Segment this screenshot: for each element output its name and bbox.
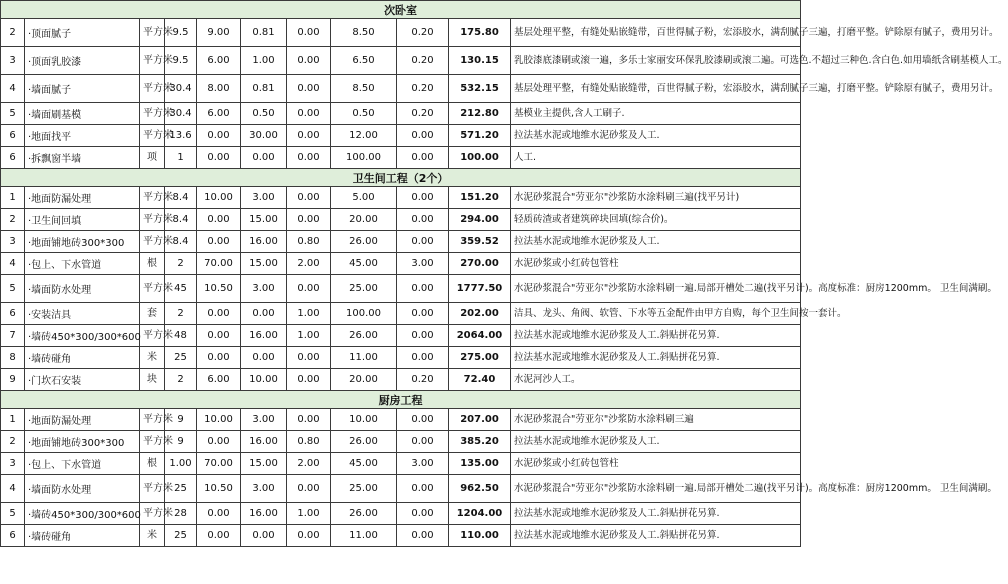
price-cell: 0.00 [241,303,287,325]
unit-cell: 平方米 [140,503,165,525]
price-cell: 1.00 [287,325,331,347]
item-name: ·墙砖450*300/300*600 [25,325,140,347]
price-cell: 5.00 [331,187,397,209]
quantity-cell: 2 [165,303,197,325]
row-number: 6 [1,525,25,547]
note-cell: 拉法基水泥或地维水泥砂浆及人工. [511,431,801,453]
quantity-cell: 30.4 [165,103,197,125]
table-row [1,453,801,475]
price-cell: 1.00 [241,47,287,75]
total-cell: 1777.50 [449,275,511,303]
note-cell: 拉法基水泥或地维水泥砂浆及人工.斜贴拼花另算. [511,347,801,369]
row-number: 5 [1,275,25,303]
quantity-cell: 48 [165,325,197,347]
item-name: ·拆飘窗半墙 [25,147,140,169]
quantity-cell: 30.4 [165,75,197,103]
note-cell: 拉法基水泥或地维水泥砂浆及人工. [511,231,801,253]
price-cell: 10.50 [197,275,241,303]
price-cell: 15.00 [241,253,287,275]
item-name: ·地面找平 [25,125,140,147]
row-number: 5 [1,103,25,125]
note-cell: 轻质砖渣或者建筑碎块回填(综合价)。 [511,209,801,231]
price-cell: 0.00 [197,209,241,231]
table-row [1,75,801,103]
total-cell: 275.00 [449,347,511,369]
total-cell: 294.00 [449,209,511,231]
note-cell: 人工. [511,147,801,169]
row-number: 4 [1,75,25,103]
price-cell: 0.00 [397,147,449,169]
unit-cell: 米 [140,525,165,547]
note-cell: 拉法基水泥或地维水泥砂浆及人工.斜贴拼花另算. [511,325,801,347]
price-cell: 0.00 [197,125,241,147]
price-cell: 0.81 [241,19,287,47]
item-name: ·墙面刷基模 [25,103,140,125]
price-cell: 70.00 [197,253,241,275]
note-cell: 拉法基水泥或地维水泥砂浆及人工.斜贴拼花另算. [511,503,801,525]
total-cell: 571.20 [449,125,511,147]
quantity-cell: 45 [165,275,197,303]
table-row [1,47,801,75]
note-cell: 水泥砂浆或小红砖包管柱 [511,253,801,275]
total-cell: 359.52 [449,231,511,253]
row-number: 3 [1,231,25,253]
row-number: 6 [1,125,25,147]
price-cell: 16.00 [241,231,287,253]
total-cell: 1204.00 [449,503,511,525]
section-title: 厨房工程 [1,391,801,409]
quantity-cell: 9 [165,431,197,453]
price-cell: 1.00 [287,503,331,525]
note-cell: 水泥砂浆混合"劳亚尔"沙浆防水涂料刷一遍.局部开槽处二遍(找平另计)。高度标准：厨房1200mm。 卫生间满刷。 [511,475,801,503]
price-cell: 9.00 [197,19,241,47]
unit-cell: 根 [140,253,165,275]
price-cell: 0.00 [197,303,241,325]
price-cell: 3.00 [241,475,287,503]
quantity-cell: 1 [165,147,197,169]
unit-cell: 平方米 [140,19,165,47]
price-cell: 15.00 [241,453,287,475]
item-name: ·卫生间回填 [25,209,140,231]
total-cell: 175.80 [449,19,511,47]
price-cell: 3.00 [241,275,287,303]
row-number: 4 [1,253,25,275]
section-header [1,1,801,19]
price-cell: 0.00 [397,275,449,303]
table-row [1,475,801,503]
item-name: ·包上、下水管道 [25,253,140,275]
total-cell: 532.15 [449,75,511,103]
price-cell: 2.00 [287,253,331,275]
price-cell: 3.00 [241,187,287,209]
price-cell: 0.00 [287,75,331,103]
total-cell: 130.15 [449,47,511,75]
price-cell: 45.00 [331,453,397,475]
table-row [1,325,801,347]
table-row [1,231,801,253]
price-cell: 10.00 [197,409,241,431]
price-cell: 100.00 [331,147,397,169]
price-cell: 16.00 [241,431,287,453]
row-number: 5 [1,503,25,525]
price-cell: 8.50 [331,75,397,103]
price-cell: 0.00 [287,475,331,503]
note-cell: 水泥砂浆或小红砖包管柱 [511,453,801,475]
price-cell: 0.20 [397,369,449,391]
unit-cell: 平方米 [140,231,165,253]
note-cell: 水泥砂浆混合"劳亚尔"沙浆防水涂料刷一遍.局部开槽处二遍(找平另计)。高度标准：厨房1200mm。 卫生间满刷。 [511,275,801,303]
quantity-cell: 9.5 [165,19,197,47]
unit-cell: 平方米 [140,47,165,75]
table-row [1,347,801,369]
row-number: 1 [1,187,25,209]
price-cell: 0.00 [397,209,449,231]
price-cell: 0.00 [397,475,449,503]
price-cell: 6.00 [197,47,241,75]
unit-cell: 平方米 [140,209,165,231]
item-name: ·包上、下水管道 [25,453,140,475]
total-cell: 270.00 [449,253,511,275]
section-header [1,169,801,187]
quantity-cell: 2 [165,369,197,391]
item-name: ·地面铺地砖300*300 [25,431,140,453]
note-cell: 水泥河沙人工。 [511,369,801,391]
price-cell: 0.50 [241,103,287,125]
price-cell: 0.80 [287,231,331,253]
note-cell: 拉法基水泥或地维水泥砂浆及人工. [511,125,801,147]
quantity-cell: 8.4 [165,209,197,231]
price-cell: 15.00 [241,209,287,231]
price-cell: 1.00 [287,303,331,325]
row-number: 2 [1,431,25,453]
item-name: ·墙砖碰角 [25,525,140,547]
total-cell: 385.20 [449,431,511,453]
price-cell: 0.20 [397,103,449,125]
price-cell: 16.00 [241,503,287,525]
price-cell: 6.00 [197,369,241,391]
price-cell: 0.00 [397,325,449,347]
price-cell: 11.00 [331,525,397,547]
price-cell: 0.00 [197,347,241,369]
note-cell: 拉法基水泥或地维水泥砂浆及人工.斜贴拼花另算. [511,525,801,547]
note-cell: 基模业主提供,含人工刷子. [511,103,801,125]
item-name: ·墙砖碰角 [25,347,140,369]
table-row [1,303,801,325]
price-cell: 0.00 [397,303,449,325]
price-cell: 0.00 [397,231,449,253]
unit-cell: 平方米 [140,431,165,453]
total-cell: 100.00 [449,147,511,169]
price-cell: 6.00 [197,103,241,125]
item-name: ·墙砖450*300/300*600 [25,503,140,525]
price-cell: 12.00 [331,125,397,147]
price-cell: 25.00 [331,275,397,303]
table-row [1,369,801,391]
row-number: 1 [1,409,25,431]
price-cell: 26.00 [331,325,397,347]
price-cell: 3.00 [241,409,287,431]
price-cell: 0.00 [397,431,449,453]
table-body [1,1,1008,547]
note-cell: 基层处理平整，有缝处贴嵌缝带，百世得腻子粉，宏添胶水，满刮腻子三遍，打磨平整。铲除原有腻子，费用另计。 [511,75,801,103]
total-cell: 207.00 [449,409,511,431]
price-cell: 0.50 [331,103,397,125]
item-name: ·墙面腻子 [25,75,140,103]
price-cell: 2.00 [287,453,331,475]
price-cell: 0.80 [287,431,331,453]
total-cell: 962.50 [449,475,511,503]
row-number: 7 [1,325,25,347]
price-cell: 8.00 [197,75,241,103]
table-row [1,125,801,147]
row-number: 6 [1,303,25,325]
price-cell: 0.00 [241,525,287,547]
total-cell: 202.00 [449,303,511,325]
price-cell: 0.00 [241,347,287,369]
price-cell: 26.00 [331,231,397,253]
unit-cell: 根 [140,453,165,475]
price-cell: 0.00 [287,19,331,47]
unit-cell: 平方米 [140,125,165,147]
note-cell: 水泥砂浆混合"劳亚尔"沙浆防水涂料刷三遍(找平另计) [511,187,801,209]
price-cell: 70.00 [197,453,241,475]
price-cell: 0.00 [397,187,449,209]
unit-cell: 平方米 [140,103,165,125]
price-cell: 10.00 [331,409,397,431]
unit-cell: 平方米 [140,475,165,503]
quantity-cell: 8.4 [165,187,197,209]
table-row [1,431,801,453]
row-number: 6 [1,147,25,169]
note-cell: 基层处理平整，有缝处贴嵌缝带，百世得腻子粉，宏添胶水，满刮腻子三遍，打磨平整。铲除原有腻子，费用另计。 [511,19,801,47]
price-cell: 0.00 [287,275,331,303]
price-cell: 0.00 [397,525,449,547]
unit-cell: 块 [140,369,165,391]
quantity-cell: 25 [165,525,197,547]
note-cell: 洁具、龙头、角阀、软管、下水等五金配件由甲方自购，每个卫生间按一套计。 [511,303,801,325]
price-cell: 100.00 [331,303,397,325]
price-cell: 0.00 [197,503,241,525]
section-title: 卫生间工程（2个） [1,169,801,187]
quantity-cell: 1.00 [165,453,197,475]
quantity-cell: 28 [165,503,197,525]
section-title: 次卧室 [1,1,801,19]
price-cell: 0.00 [287,525,331,547]
item-name: ·顶面腻子 [25,19,140,47]
row-number: 8 [1,347,25,369]
price-cell: 0.20 [397,75,449,103]
price-cell: 0.00 [287,409,331,431]
item-name: ·门坎石安装 [25,369,140,391]
item-name: ·地面防漏处理 [25,409,140,431]
item-name: ·地面铺地砖300*300 [25,231,140,253]
price-cell: 0.00 [397,347,449,369]
unit-cell: 米 [140,347,165,369]
price-cell: 3.00 [397,253,449,275]
table-row [1,409,801,431]
unit-cell: 平方米 [140,325,165,347]
table-row [1,525,801,547]
table-row [1,147,801,169]
row-number: 9 [1,369,25,391]
total-cell: 135.00 [449,453,511,475]
unit-cell: 平方米 [140,75,165,103]
quantity-cell: 13.6 [165,125,197,147]
price-cell: 6.50 [331,47,397,75]
price-cell: 26.00 [331,431,397,453]
total-cell: 2064.00 [449,325,511,347]
price-cell: 0.00 [287,47,331,75]
quantity-cell: 25 [165,347,197,369]
item-name: ·安装洁具 [25,303,140,325]
price-cell: 0.20 [397,19,449,47]
price-cell: 0.00 [287,209,331,231]
price-cell: 10.50 [197,475,241,503]
price-cell: 0.00 [241,147,287,169]
unit-cell: 项 [140,147,165,169]
price-cell: 0.00 [197,525,241,547]
item-name: ·墙面防水处理 [25,275,140,303]
unit-cell: 平方米 [140,409,165,431]
row-number: 2 [1,209,25,231]
row-number: 2 [1,19,25,47]
item-name: ·墙面防水处理 [25,475,140,503]
price-cell: 16.00 [241,325,287,347]
unit-cell: 平方米 [140,275,165,303]
table-row [1,503,801,525]
price-cell: 10.00 [197,187,241,209]
item-name: ·顶面乳胶漆 [25,47,140,75]
item-name: ·地面防漏处理 [25,187,140,209]
price-cell: 0.20 [397,47,449,75]
price-cell: 30.00 [241,125,287,147]
quantity-cell: 2 [165,253,197,275]
price-cell: 45.00 [331,253,397,275]
table-row [1,187,801,209]
price-cell: 10.00 [241,369,287,391]
total-cell: 151.20 [449,187,511,209]
price-cell: 0.81 [241,75,287,103]
price-cell: 26.00 [331,503,397,525]
price-cell: 25.00 [331,475,397,503]
price-cell: 0.00 [287,147,331,169]
quantity-cell: 9 [165,409,197,431]
total-cell: 72.40 [449,369,511,391]
quantity-cell: 9.5 [165,47,197,75]
total-cell: 110.00 [449,525,511,547]
price-cell: 8.50 [331,19,397,47]
price-cell: 0.00 [197,325,241,347]
price-cell: 20.00 [331,369,397,391]
price-cell: 0.00 [197,147,241,169]
quantity-cell: 8.4 [165,231,197,253]
row-number: 4 [1,475,25,503]
unit-cell: 套 [140,303,165,325]
total-cell: 212.80 [449,103,511,125]
unit-cell: 平方米 [140,187,165,209]
price-cell: 0.00 [287,347,331,369]
section-header [1,391,801,409]
price-cell: 3.00 [397,453,449,475]
table-row [1,275,801,303]
price-cell: 0.00 [397,125,449,147]
price-cell: 11.00 [331,347,397,369]
price-cell: 0.00 [287,103,331,125]
note-cell: 水泥砂浆混合"劳亚尔"沙浆防水涂料刷三遍 [511,409,801,431]
table-row [1,209,801,231]
note-cell: 乳胶漆底漆刷或滚一遍，多乐士家丽安环保乳胶漆刷或滚二遍。可选色.不超过三种色.含白色.如用墙纸含刷基模人工。 [511,47,801,75]
price-cell: 0.00 [287,187,331,209]
price-cell: 0.00 [287,369,331,391]
table-row [1,103,801,125]
table-row [1,19,801,47]
table-row [1,253,801,275]
price-cell: 0.00 [397,503,449,525]
price-cell: 0.00 [397,409,449,431]
price-cell: 20.00 [331,209,397,231]
row-number: 3 [1,47,25,75]
quantity-cell: 25 [165,475,197,503]
price-cell: 0.00 [287,125,331,147]
price-cell: 0.00 [197,231,241,253]
row-number: 3 [1,453,25,475]
price-cell: 0.00 [197,431,241,453]
